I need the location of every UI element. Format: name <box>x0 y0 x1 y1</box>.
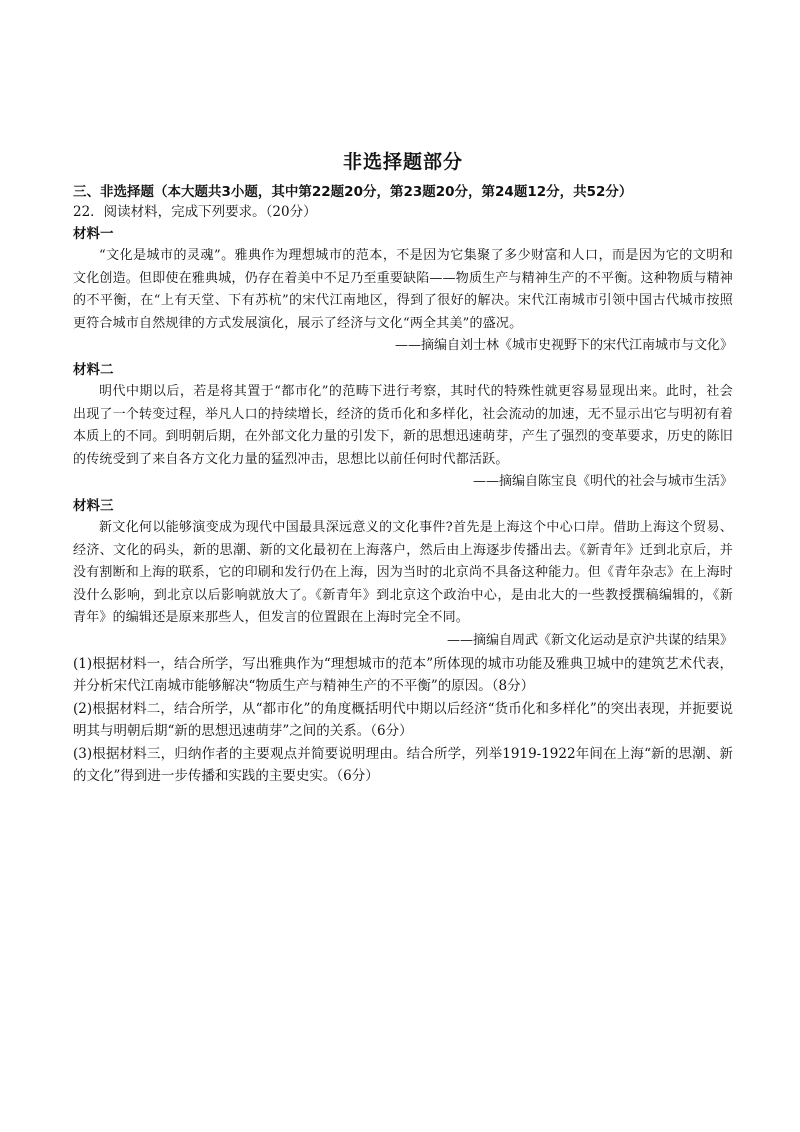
material-2-label: 材料二 <box>73 361 114 378</box>
material-1-source: ——摘编自刘士林《城市史视野下的宋代江南城市与文化》 <box>394 338 733 354</box>
material-1-text: “文化是城市的灵魂”。雅典作为理想城市的范本，不是因为它集聚了多少财富和人口，而是因为它的文明和文化创造。但即使在雅典城，仍存在着美中不足乃至重要缺陷——物质生产与精神生产的不平衡。这种物质与精神的不平衡，在“上有天堂、下有苏杭”的宋代江南地区，得到了很好的解决。宋代江南城市引领中国古代城市按照更符合城市自然规律的方式发展演化，展示了经济与文化“两全其美”的盛况。 <box>73 248 734 331</box>
page-title: 非选择题部分 <box>342 151 463 173</box>
material-3-text: 新文化何以能够演变成为现代中国最具深远意义的文化事件?首先是上海这个中心口岸。借助上海这个贸易、经济、文化的码头，新的思潮、新的文化最初在上海落户，然后由上海逐步传播出去。《新青年》迁到北京后，并没有割断和上海的联系，它的印刷和发行仍在上海，因为当时的北京尚不具备这种能力。但《青年杂志》在上海时没什么影响，到北京以后影响就放大了。《新青年》到北京这个政治中心，是由北大的一些教授撰稿编辑的，《新青年》的编辑还是原来那些人，但发言的位置跟在上海时完全不同。 <box>73 519 734 626</box>
question-22: 22．阅读材料，完成下列要求。（20分） <box>73 204 317 220</box>
subquestion-3: (3)根据材料三，归纳作者的主要观点并简要说明理由。结合所学，列举1919-1922年间在上海“新的思潮、新的文化”得到进一步传播和实践的主要史实。（6分） <box>73 745 733 785</box>
material-3-source: ——摘编自周武《新文化运动是京沪共谋的结果》 <box>446 632 733 648</box>
exam-page <box>73 150 733 788</box>
material-1-label: 材料一 <box>73 226 114 242</box>
material-2-text: 明代中期以后，若是将其置于“都市化”的范畴下进行考察，其时代的特殊性就更容易显现出来。此时，社会出现了一个转变过程，举凡人口的持续增长，经济的货币化和多样化，社会流动的加速，无不显示出它与明初有着本质上的不同。到明朝后期，在外部文化力量的引发下，新的思想迅速萌芽，产生了强烈的变革要求，历史的陈旧的传统受到了来自各方文化力量的猛烈冲击，思想比以前任何时代都活跃。 <box>73 383 734 467</box>
subquestion-2: (2)根据材料二，结合所学，从“都市化”的角度概括明代中期以后经济“货币化和多样化”的突出表现，并扼要说明其与明朝后期“新的思想迅速萌芽”之间的关系。（6分） <box>73 700 733 740</box>
section-header: 三、非选择题（本大题共3小题，其中第22题20分，第23题20分，第24题12分，共52分） <box>73 184 633 200</box>
subquestion-1: (1)根据材料一，结合所学，写出雅典作为“理想城市的范本”所体现的城市功能及雅典卫城中的建筑艺术代表，并分析宋代江南城市能够解决“物质生产与精神生产的不平衡”的原因。（8分） <box>73 655 733 695</box>
material-3-label: 材料三 <box>73 497 114 514</box>
material-2-source: ——摘编自陈宝良《明代的社会与城市生活》 <box>472 474 733 490</box>
